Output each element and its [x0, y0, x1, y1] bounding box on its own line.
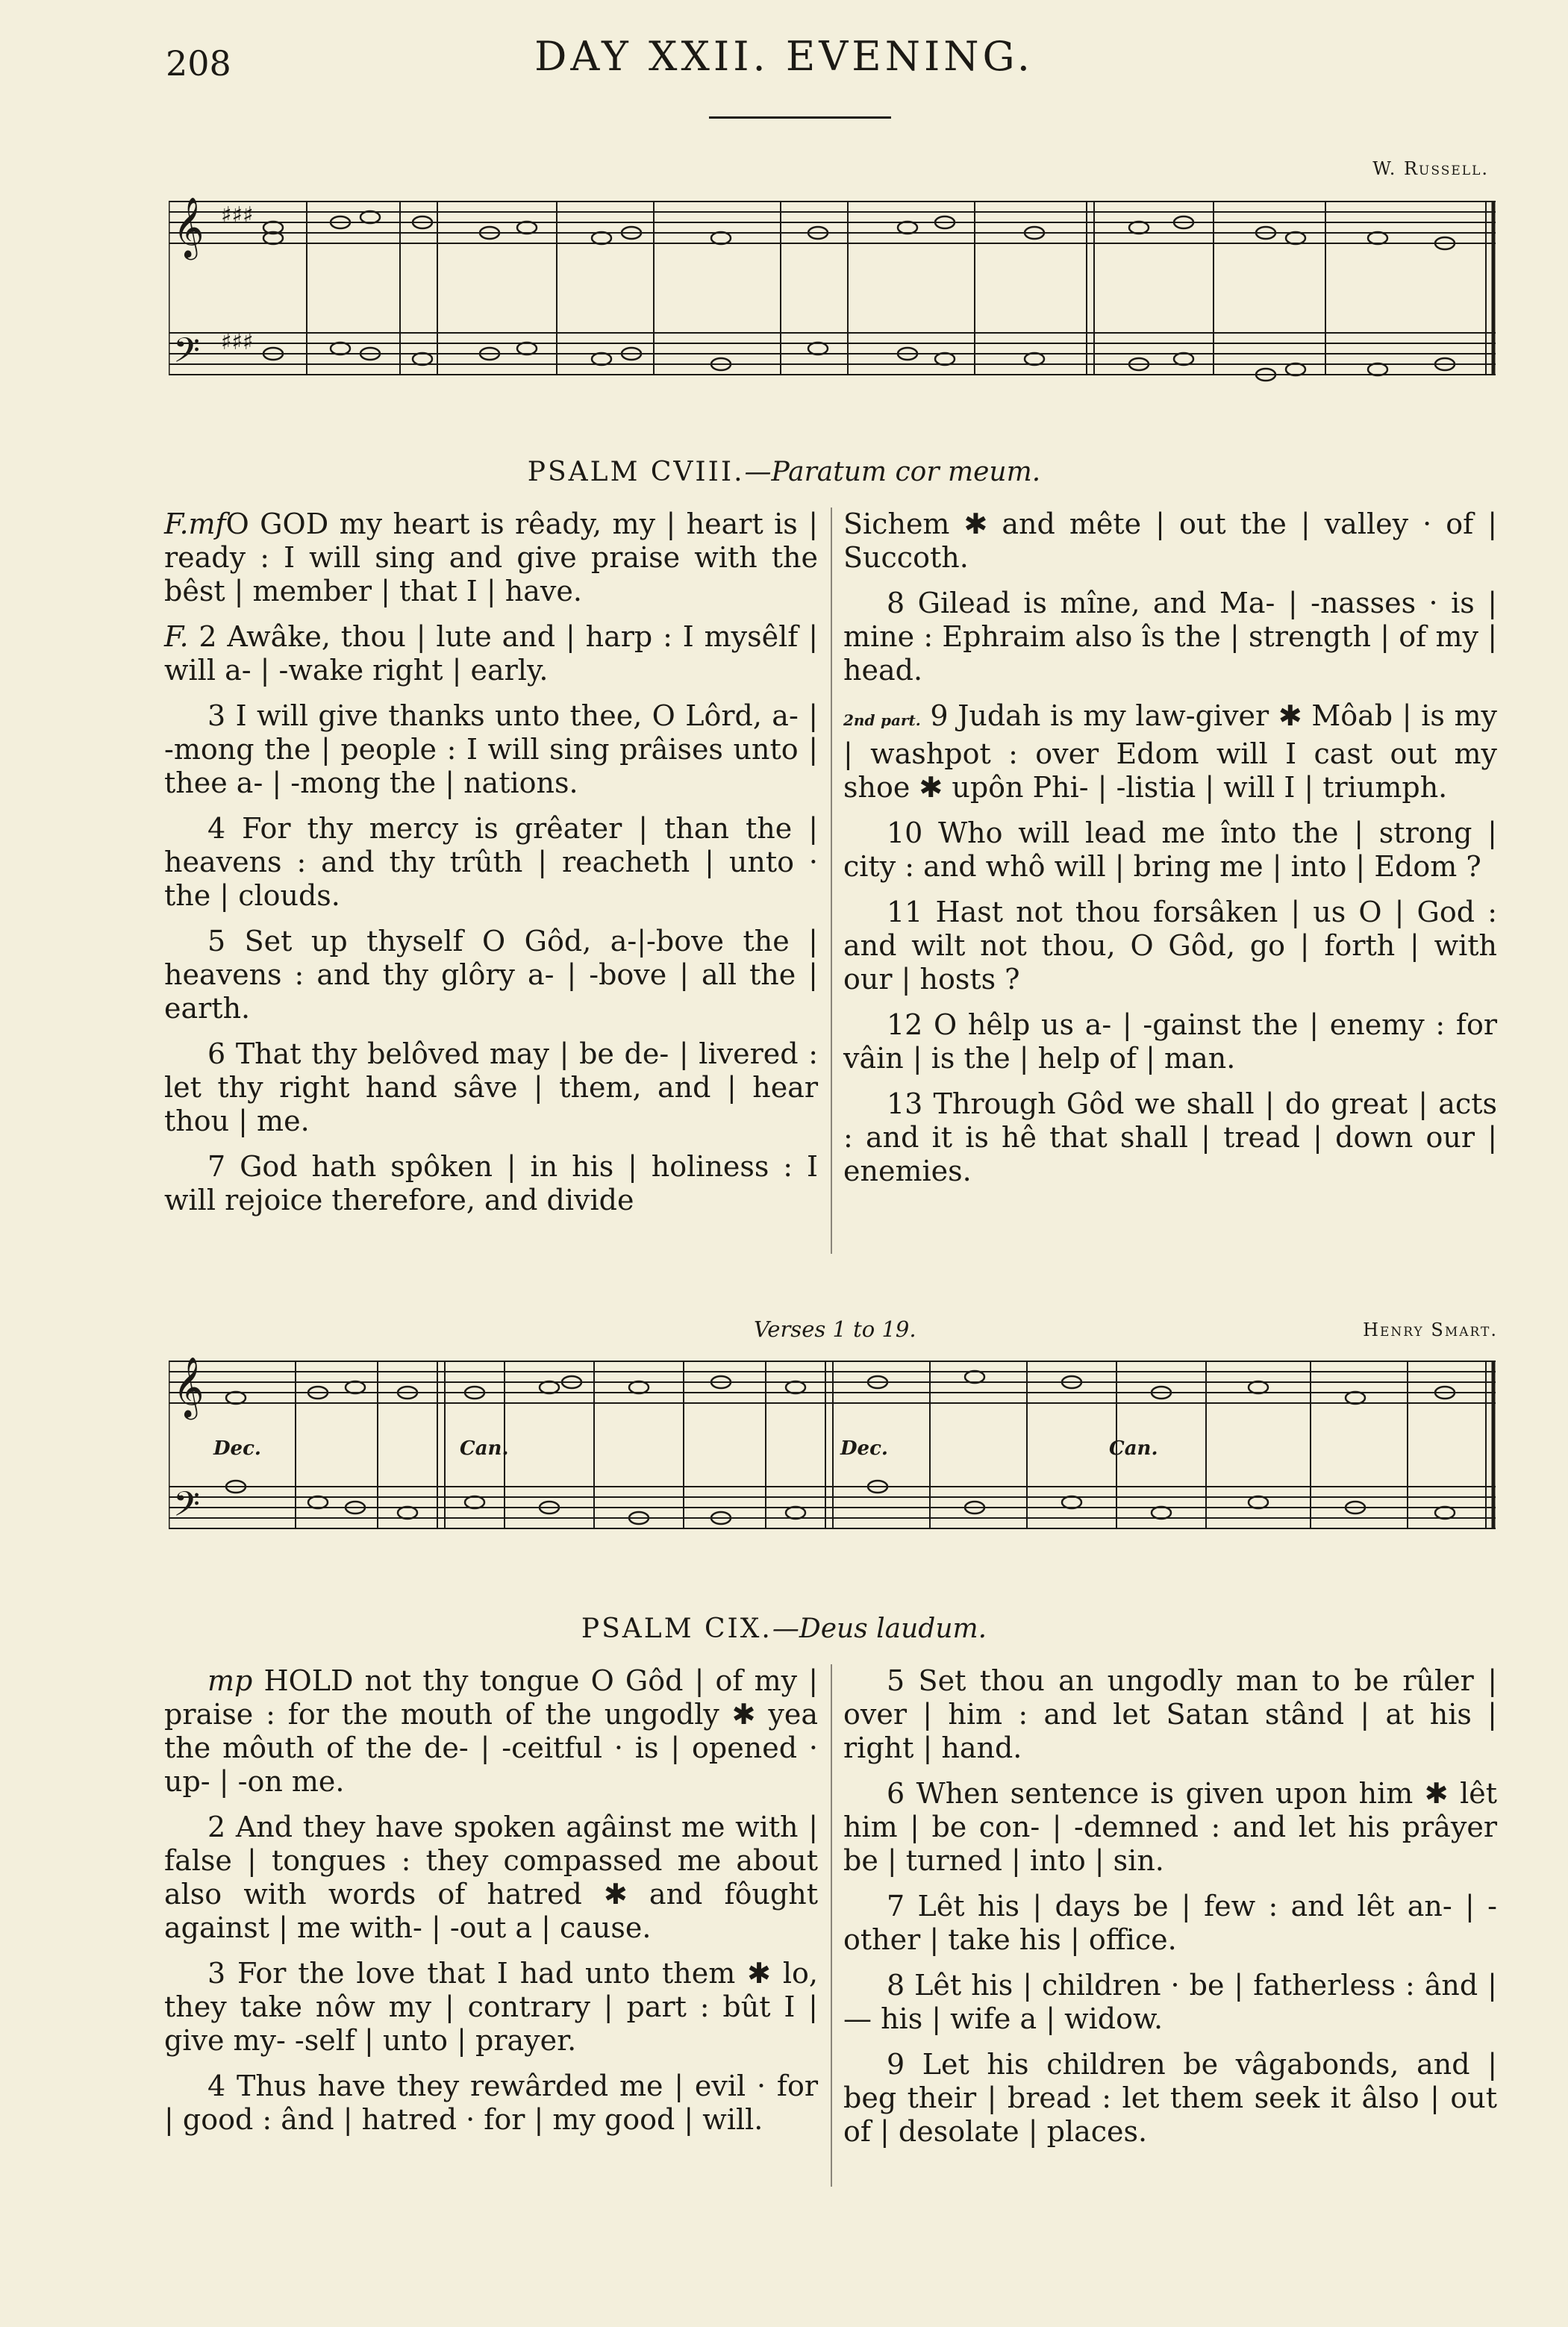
dynamic-mark: mp — [207, 1664, 253, 1697]
title-rule — [709, 116, 891, 119]
svg-text:𝄞: 𝄞 — [173, 196, 204, 257]
verse: 3 For the love that I had unto them ✱ lo, they take nôw my | contrary | part : bût I | give my- -self | unto | prayer. — [164, 1957, 818, 2057]
clefs — [173, 196, 254, 379]
verse: 6 That thy belôved may | be de- | livered : let thy right hand sâve | them, and | hear thou | me. — [164, 1037, 818, 1137]
psalm109-number: PSALM CIX. — [581, 1614, 772, 1644]
column-divider — [831, 1664, 832, 2187]
psalm108-latin: —Paratum cor meum. — [744, 457, 1041, 487]
part-mark: 2nd part. — [843, 711, 921, 729]
verse: 9 Let his children be vâgabonds, and | beg their | bread : let them seek it âlso | out of | desolate | places. — [843, 2048, 1497, 2148]
verse: 3 I will give thanks unto thee, O Lôrd, a- | -mong the | people : I will sing prâises unto | thee a- | -mong the | nations. — [164, 699, 818, 799]
verse: 2nd part. 9 Judah is my law-giver ✱ Môab | is my | washpot : over Edom will I cast out my shoe ✱ upôn Phi- | -listia | will I | triumph. — [843, 699, 1498, 804]
chant-label-dec: Dec. — [213, 1437, 261, 1460]
chant2-score — [169, 1352, 1496, 1546]
verse: 7 Lêt his | days be | few : and lêt an- | -other | take his | office. — [843, 1890, 1497, 1956]
verse: 8 Lêt his | children · be | fatherless : ând | — his | wife a | widow. — [843, 1969, 1497, 2035]
verse: F.mfO GOD my heart is rêady, my | heart is | ready : I will sing and give praise with the bêst | member | that I | have. — [164, 507, 818, 607]
verse: 8 Gilead is mîne, and Ma- | -nasses · is | mine : Ephraim also îs the | strength | of my | head. — [843, 587, 1497, 687]
psalm108-column-right — [843, 507, 1497, 1200]
verse: Sichem ✱ and mête | out the | valley · of | Succoth. — [843, 507, 1497, 574]
verse: 4 For thy mercy is grêater | than the | heavens : and thy trûth | reacheth | unto · the | clouds. — [164, 812, 818, 912]
verse: mp HOLD not thy tongue O Gôd | of my | praise : for the mouth of the ungodly ✱ yea the môuth of the de- | -ceitful · is | opened · up- | -on me. — [164, 1664, 818, 1798]
verse: 13 Through Gôd we shall | do great | acts : and it is hê that shall | tread | down our | enemies. — [843, 1087, 1497, 1187]
running-title: DAY XXII. EVENING. — [534, 33, 1034, 80]
psalm109-column-right — [843, 1664, 1497, 2161]
chant-label-can: Can. — [460, 1437, 509, 1460]
svg-text:𝄞: 𝄞 — [173, 1356, 204, 1417]
svg-text:♯♯♯: ♯♯♯ — [221, 329, 254, 355]
verse: 12 O hêlp us a- | -gainst the | enemy : for vâin | is the | help of | man. — [843, 1008, 1497, 1075]
chant-label-can: Can. — [1109, 1437, 1158, 1460]
dynamic-mark: F.mf — [164, 507, 226, 540]
verse: 6 When sentence is given upon him ✱ lêt him | be con- | -demned : and let his prâyer be | turned | into | sin. — [843, 1777, 1497, 1877]
psalm108-column-left — [164, 507, 818, 1229]
psalm109-column-left — [164, 1664, 818, 2149]
verse: 2 And they have spoken agâinst me with | false | tongues : they compassed me about also with words of hatred ✱ and fôught against | me with- | -out a | cause. — [164, 1811, 818, 1944]
verse: 5 Set up thyself O Gôd, a-|-bove the | heavens : and thy glôry a- | -bove | all the | earth. — [164, 925, 818, 1025]
verse: 11 Hast not thou forsâken | us O | God : and wilt not thou, O Gôd, go | forth | with our | hosts ? — [843, 896, 1497, 996]
psalm108-number: PSALM CVIII. — [527, 457, 745, 487]
svg-text:𝄢: 𝄢 — [173, 1484, 201, 1533]
chant1-composer: W. Russell. — [1372, 158, 1489, 179]
psalm108-title — [0, 457, 1568, 487]
verse: 4 Thus have they rewârded me | evil · for | good : ând | hatred · for | my good | will. — [164, 2070, 818, 2136]
page-number: 208 — [166, 43, 231, 84]
psalm109-title — [0, 1614, 1568, 1644]
verse: 5 Set thou an ungodly man to be rûler | over | him : and let Satan stând | at his | right | hand. — [843, 1664, 1497, 1764]
column-divider — [831, 507, 832, 1254]
verse: 7 God hath spôken | in his | holiness : I will rejoice therefore, and divide — [164, 1150, 818, 1216]
svg-text:♯♯♯: ♯♯♯ — [221, 202, 254, 228]
dynamic-mark: F. — [164, 620, 189, 653]
verse: F. 2 Awâke, thou | lute and | harp : I mysêlf | will a- | -wake right | early. — [164, 620, 818, 687]
chant1-score — [169, 193, 1496, 394]
notes — [263, 211, 1455, 381]
chant2-composer: Henry Smart. — [1363, 1319, 1498, 1340]
psalm109-latin: —Deus laudum. — [772, 1614, 987, 1644]
chant-label-dec: Dec. — [840, 1437, 888, 1460]
bass-staff — [169, 333, 1496, 375]
verse: 10 Who will lead me înto the | strong | city : and whô will | bring me | into | Edom ? — [843, 816, 1497, 883]
chant2-verses-label: Verses 1 to 19. — [754, 1316, 916, 1342]
svg-text:𝄢: 𝄢 — [173, 331, 201, 379]
